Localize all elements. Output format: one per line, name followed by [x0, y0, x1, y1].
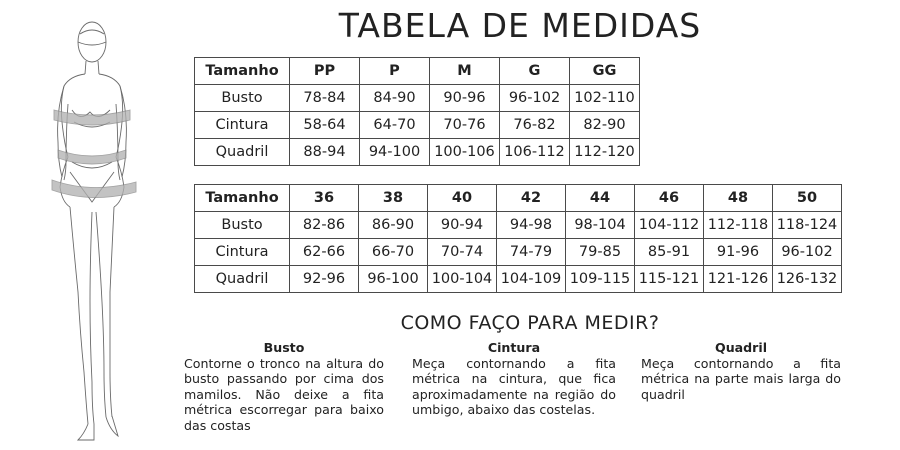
table-row [195, 266, 842, 293]
table-row [195, 212, 842, 239]
table-header-cell: PP [290, 58, 360, 85]
table-header-cell: 40 [428, 185, 497, 212]
table-cell: 115-121 [635, 266, 704, 293]
table-cell: 86-90 [359, 212, 428, 239]
table-cell: 90-96 [430, 85, 500, 112]
table-header-cell: 38 [359, 185, 428, 212]
table-cell: 62-66 [290, 239, 359, 266]
table-cell: 90-94 [428, 212, 497, 239]
table-cell: 70-76 [430, 112, 500, 139]
table-cell: 91-96 [704, 239, 773, 266]
table-cell: 104-112 [635, 212, 704, 239]
table-cell: 84-90 [360, 85, 430, 112]
table-cell: 100-106 [430, 139, 500, 166]
size-table-numbers [194, 184, 842, 293]
table-header-cell: 48 [704, 185, 773, 212]
table-cell: 112-118 [704, 212, 773, 239]
table-header-cell: 46 [635, 185, 704, 212]
table-row [195, 239, 842, 266]
how-to-measure-title: COMO FAÇO PARA MEDIR? [400, 312, 660, 334]
table-cell: 58-64 [290, 112, 360, 139]
table-row [195, 112, 640, 139]
table-header-row [195, 58, 640, 85]
table-cell: 96-102 [500, 85, 570, 112]
table-cell: 82-90 [570, 112, 640, 139]
table-cell: 92-96 [290, 266, 359, 293]
table-header-cell: 36 [290, 185, 359, 212]
table-cell: 70-74 [428, 239, 497, 266]
table-header-row [195, 185, 842, 212]
table-row [195, 85, 640, 112]
table-header-cell: 50 [773, 185, 842, 212]
row-label: Cintura [195, 112, 290, 139]
row-label: Busto [195, 85, 290, 112]
instruction-heading: Cintura [487, 340, 541, 355]
table-cell: 102-110 [570, 85, 640, 112]
table-cell: 98-104 [566, 212, 635, 239]
instruction-heading: Quadril [714, 340, 768, 355]
instruction-busto [184, 340, 384, 433]
row-label: Busto [195, 212, 290, 239]
table-cell: 94-98 [497, 212, 566, 239]
row-label: Quadril [195, 139, 290, 166]
table-cell: 79-85 [566, 239, 635, 266]
instruction-quadril [641, 340, 841, 402]
instruction-heading: Busto [263, 340, 305, 355]
table-header-cell: GG [570, 58, 640, 85]
table-cell: 104-109 [497, 266, 566, 293]
table-cell: 96-102 [773, 239, 842, 266]
table-cell: 112-120 [570, 139, 640, 166]
table-cell: 109-115 [566, 266, 635, 293]
row-label: Cintura [195, 239, 290, 266]
croqui-figure-icon [40, 12, 150, 444]
table-row [195, 139, 640, 166]
size-table-letters [194, 57, 640, 166]
table-cell: 66-70 [359, 239, 428, 266]
instruction-text: Contorne o tronco na altura do busto passando por cima dos mamilos. Não deixe a fita métrica escorregar para baixo das costas [184, 355, 384, 433]
table-cell: 85-91 [635, 239, 704, 266]
table-header-cell: Tamanho [195, 58, 290, 85]
table-cell: 96-100 [359, 266, 428, 293]
table-header-cell: G [500, 58, 570, 85]
table-cell: 78-84 [290, 85, 360, 112]
table-cell: 100-104 [428, 266, 497, 293]
table-cell: 74-79 [497, 239, 566, 266]
table-cell: 126-132 [773, 266, 842, 293]
table-cell: 94-100 [360, 139, 430, 166]
table-header-cell: 42 [497, 185, 566, 212]
instruction-text: Meça contornando a fita métrica na parte mais larga do quadril [641, 355, 841, 402]
page-title: TABELA DE MEDIDAS [338, 6, 702, 45]
table-cell: 88-94 [290, 139, 360, 166]
row-label: Quadril [195, 266, 290, 293]
table-header-cell: Tamanho [195, 185, 290, 212]
table-cell: 121-126 [704, 266, 773, 293]
table-header-cell: P [360, 58, 430, 85]
table-cell: 76-82 [500, 112, 570, 139]
instruction-text: Meça contornando a fita métrica na cintura, que fica aproximadamente na região do umbigo, abaixo das costelas. [412, 355, 616, 417]
table-cell: 64-70 [360, 112, 430, 139]
table-cell: 82-86 [290, 212, 359, 239]
table-header-cell: M [430, 58, 500, 85]
instruction-cintura [412, 340, 616, 418]
table-cell: 106-112 [500, 139, 570, 166]
table-header-cell: 44 [566, 185, 635, 212]
table-cell: 118-124 [773, 212, 842, 239]
